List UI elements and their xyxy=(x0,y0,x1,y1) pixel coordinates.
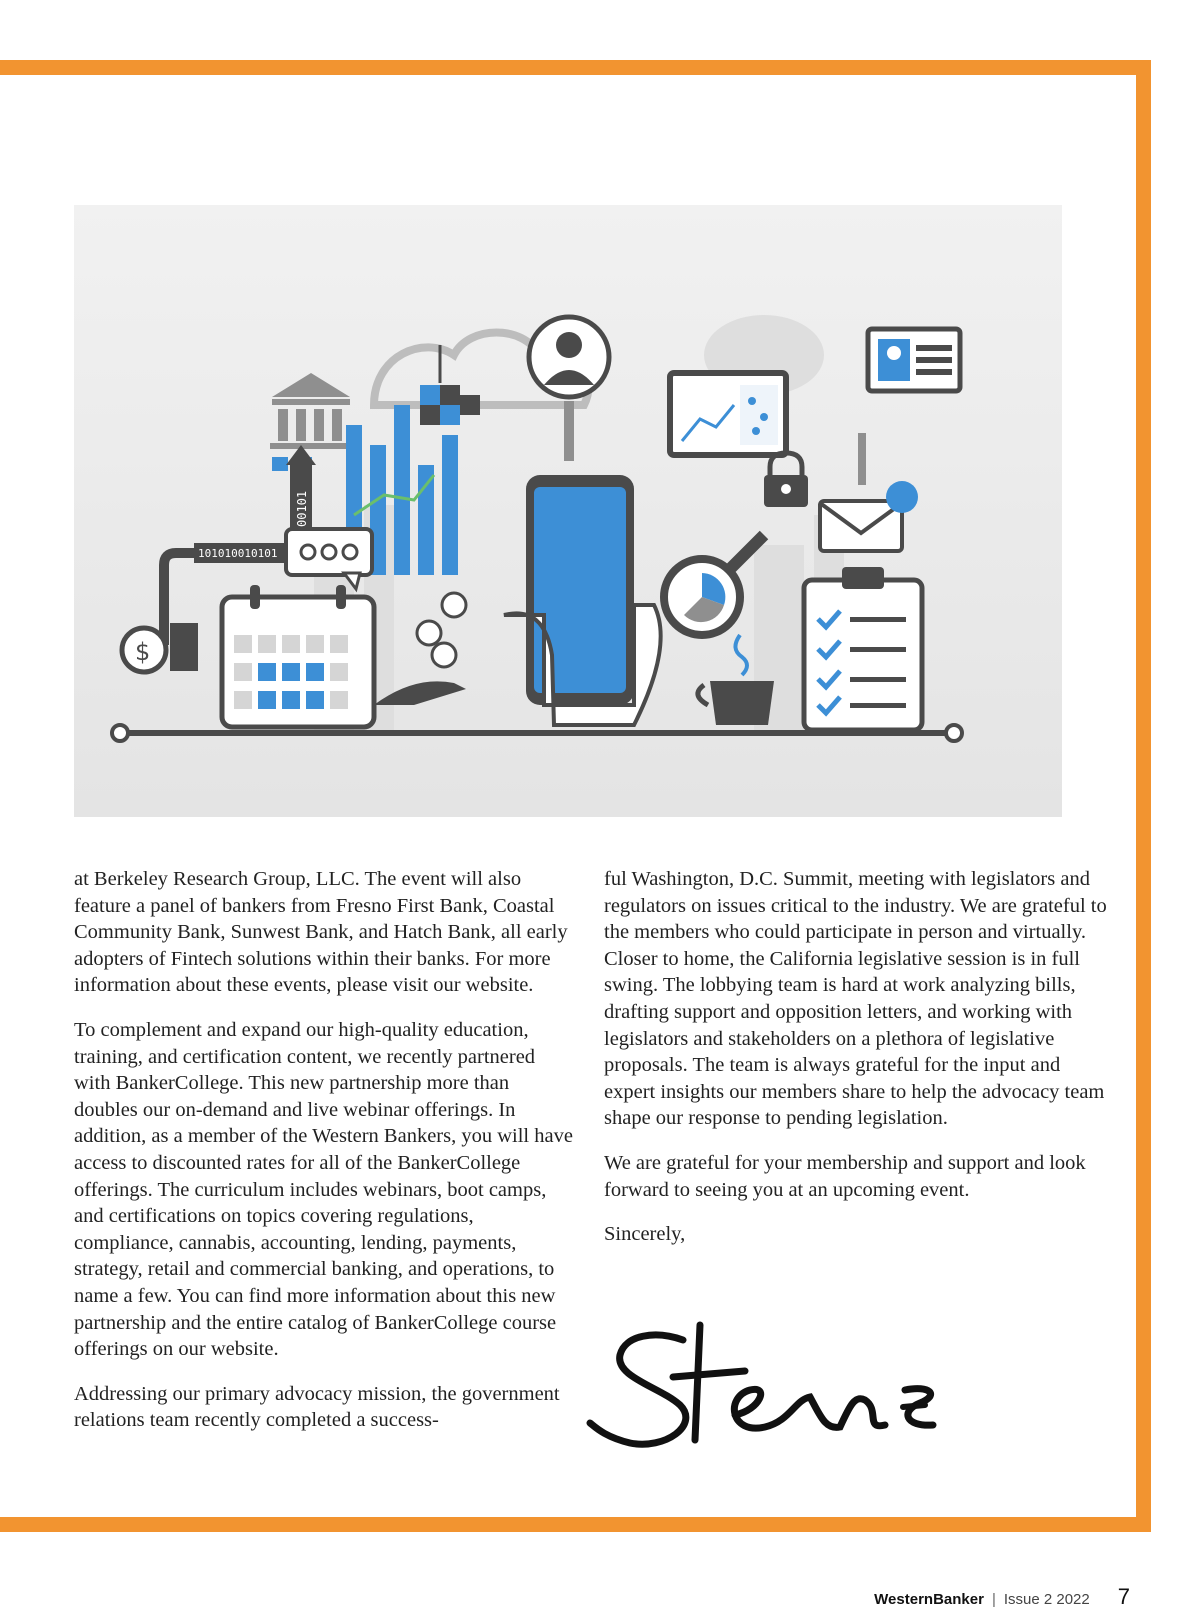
envelope-icon xyxy=(820,481,918,551)
magnifier-pie-icon xyxy=(664,535,764,635)
closing: Sincerely, xyxy=(604,1223,686,1246)
user-avatar-icon xyxy=(529,317,609,461)
article-column-right xyxy=(604,866,1110,1266)
id-card-icon xyxy=(858,329,960,485)
fintech-illustration xyxy=(74,205,1062,817)
smartphone-icon xyxy=(504,475,661,725)
publication-name: WesternBanker xyxy=(874,1591,984,1608)
orange-frame-bottom xyxy=(0,1517,1151,1532)
handwritten-signature xyxy=(585,1315,975,1485)
paragraph: Addressing our primary advocacy mission, the government relations team recently completed a success- xyxy=(74,1382,560,1432)
paragraph: ful Washington, D.C. Summit, meeting with legislators and regulators on issues critical to the industry. We are grateful to the members who could participate in person and virtually. Closer to home, the California legislative session is in full swing. The lobbying team is hard at work analyzing bills, drafting support and opposition letters, and working with legislators and stakeholders on a plethora of legislative proposals. The team is always grateful for the input and expert insights our members share to help the advocacy team shape our response to pending legislation. xyxy=(604,868,1107,1130)
article-column-left xyxy=(74,866,574,1452)
orange-frame-top xyxy=(0,60,1150,75)
binary-text-horizontal: 101010010101 xyxy=(198,547,278,560)
issue-label: Issue 2 2022 xyxy=(1003,1591,1090,1608)
paragraph: We are grateful for your membership and support and look forward to seeing you at an upcoming event. xyxy=(604,1151,1086,1201)
chart-monitor-icon xyxy=(670,373,786,455)
paragraph: at Berkeley Research Group, LLC. The event will also feature a panel of bankers from Fresno First Bank, Coastal Community Bank, Sunwest Bank, and Hatch Bank, all early adopters of Fintech solutions within their banks. For more information about these events, please visit our website. xyxy=(74,868,568,997)
bank-icon xyxy=(270,373,352,449)
page-number: 7 xyxy=(1117,1584,1130,1609)
page-footer xyxy=(874,1584,1130,1610)
calendar-icon xyxy=(222,585,374,727)
footer-separator: | xyxy=(991,1591,996,1608)
lock-icon xyxy=(764,453,808,507)
clipboard-checklist-icon xyxy=(804,567,922,730)
svg-text:$: $ xyxy=(135,638,151,666)
binary-text-vertical: 00101 xyxy=(295,490,309,527)
orange-frame-right xyxy=(1136,60,1151,1532)
paragraph: To complement and expand our high-quality education, training, and certification content, we recently partnered with BankerCollege. This new partnership more than doubles our on-demand and live webinar offerings. In addition, as a member of the Western Bankers, you will have access to discounted rates for all of the BankerCollege offerings. The curriculum includes webinars, boot camps, and certifications on topics covering regulations, compliance, cannabis, accounting, lending, payments, strategy, retail and commercial banking, and operations, to name a few. You can find more information about this new partnership and the entire catalog of BankerCollege course offerings on our website. xyxy=(74,1018,573,1361)
